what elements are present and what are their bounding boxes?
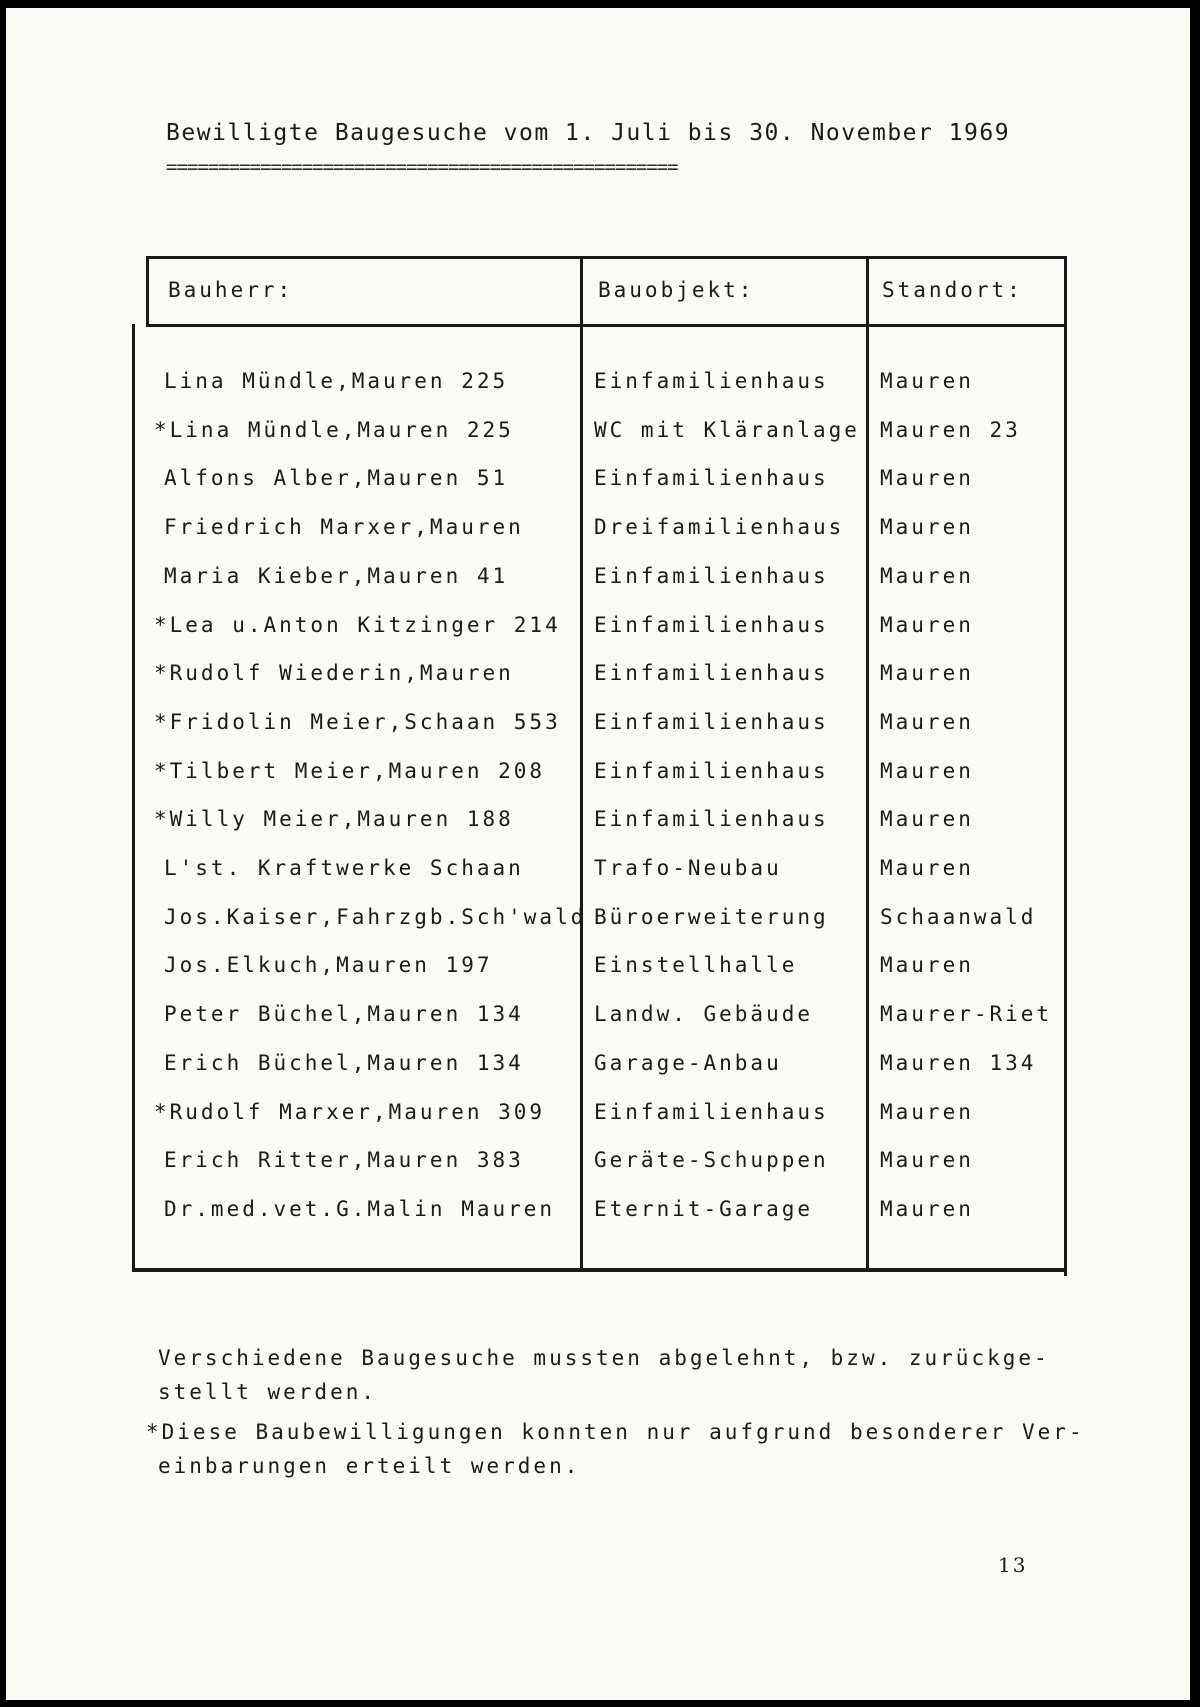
cell-bauherr: Friedrich Marxer,Mauren <box>164 515 524 539</box>
cell-bauobjekt: Garage-Anbau <box>594 1051 782 1075</box>
cell-bauobjekt: WC mit Kläranlage <box>594 418 860 442</box>
table-border-left <box>146 256 149 326</box>
cell-standort: Mauren <box>880 661 974 685</box>
cell-standort: Mauren <box>880 369 974 393</box>
footnote-line-3: *Diese Baubewilligungen konnten nur aufgrund besonderer Ver- <box>146 1420 1085 1444</box>
cell-bauherr: *Lina Mündle,Mauren 225 <box>154 418 514 442</box>
cell-bauherr: *Rudolf Wiederin,Mauren <box>154 661 514 685</box>
cell-bauherr: Alfons Alber,Mauren 51 <box>164 466 509 490</box>
cell-bauherr: Erich Büchel,Mauren 134 <box>164 1051 524 1075</box>
cell-standort: Mauren <box>880 515 974 539</box>
cell-standort: Mauren <box>880 759 974 783</box>
cell-bauherr: Jos.Elkuch,Mauren 197 <box>164 953 493 977</box>
cell-bauherr: Erich Ritter,Mauren 383 <box>164 1148 524 1172</box>
cell-bauobjekt: Einfamilienhaus <box>594 807 829 831</box>
cell-bauherr: L'st. Kraftwerke Schaan <box>164 856 524 880</box>
cell-bauobjekt: Einfamilienhaus <box>594 466 829 490</box>
cell-bauobjekt: Trafo-Neubau <box>594 856 782 880</box>
cell-bauherr: Peter Büchel,Mauren 134 <box>164 1002 524 1026</box>
permits-table <box>132 256 1066 1271</box>
table-border-top <box>146 256 1066 259</box>
cell-standort: Mauren <box>880 466 974 490</box>
cell-bauherr: *Lea u.Anton Kitzinger 214 <box>154 613 561 637</box>
page-number: 13 <box>998 1553 1028 1577</box>
table-border-bottom <box>132 1268 1067 1272</box>
cell-bauobjekt: Einfamilienhaus <box>594 613 829 637</box>
cell-standort: Mauren <box>880 1197 974 1221</box>
table-border-right <box>1064 256 1067 1276</box>
cell-bauobjekt: Dreifamilienhaus <box>594 515 845 539</box>
table-border-left-lower <box>132 324 135 1270</box>
cell-standort: Mauren <box>880 856 974 880</box>
cell-bauobjekt: Eternit-Garage <box>594 1197 814 1221</box>
title-double-underline: ================================================= <box>166 156 678 178</box>
cell-bauobjekt: Einfamilienhaus <box>594 759 829 783</box>
cell-standort: Mauren <box>880 953 974 977</box>
cell-standort: Mauren <box>880 807 974 831</box>
column-divider-2 <box>866 256 869 1268</box>
cell-bauobjekt: Einfamilienhaus <box>594 710 829 734</box>
column-divider-1 <box>580 256 583 1268</box>
cell-bauobjekt: Einfamilienhaus <box>594 661 829 685</box>
footnote-line-4: einbarungen erteilt werden. <box>158 1454 581 1478</box>
cell-bauherr: *Willy Meier,Mauren 188 <box>154 807 514 831</box>
cell-standort: Mauren <box>880 1100 974 1124</box>
cell-standort: Mauren <box>880 1148 974 1172</box>
cell-bauherr: Jos.Kaiser,Fahrzgb.Sch'wald <box>164 905 587 929</box>
document-page <box>6 8 1190 1700</box>
cell-bauobjekt: Einfamilienhaus <box>594 369 829 393</box>
cell-bauobjekt: Büroerweiterung <box>594 905 829 929</box>
cell-bauobjekt: Einstellhalle <box>594 953 798 977</box>
cell-bauherr: Lina Mündle,Mauren 225 <box>164 369 509 393</box>
cell-bauherr: Dr.med.vet.G.Malin Mauren <box>164 1197 556 1221</box>
cell-bauobjekt: Einfamilienhaus <box>594 564 829 588</box>
cell-standort: Mauren <box>880 564 974 588</box>
header-bauherr: Bauherr: <box>168 278 294 302</box>
cell-bauobjekt: Landw. Gebäude <box>594 1002 814 1026</box>
cell-standort: Mauren <box>880 613 974 637</box>
cell-bauherr: *Fridolin Meier,Schaan 553 <box>154 710 561 734</box>
cell-bauobjekt: Einfamilienhaus <box>594 1100 829 1124</box>
header-standort: Standort: <box>882 278 1023 302</box>
cell-standort: Mauren 23 <box>880 418 1021 442</box>
table-header-separator <box>146 324 1066 327</box>
footnote-line-2: stellt werden. <box>158 1380 378 1404</box>
cell-bauherr: *Tilbert Meier,Mauren 208 <box>154 759 546 783</box>
cell-standort: Mauren <box>880 710 974 734</box>
cell-bauobjekt: Geräte-Schuppen <box>594 1148 829 1172</box>
cell-bauherr: *Rudolf Marxer,Mauren 309 <box>154 1100 546 1124</box>
header-bauobjekt: Bauobjekt: <box>598 278 755 302</box>
cell-standort: Mauren 134 <box>880 1051 1037 1075</box>
cell-bauherr: Maria Kieber,Mauren 41 <box>164 564 509 588</box>
footnote-line-1: Verschiedene Baugesuche mussten abgelehnt, bzw. zurückge- <box>158 1346 1050 1370</box>
page-title: Bewilligte Baugesuche vom 1. Juli bis 30. November 1969 <box>166 120 1011 146</box>
cell-standort: Maurer-Riet <box>880 1002 1053 1026</box>
cell-standort: Schaanwald <box>880 905 1037 929</box>
